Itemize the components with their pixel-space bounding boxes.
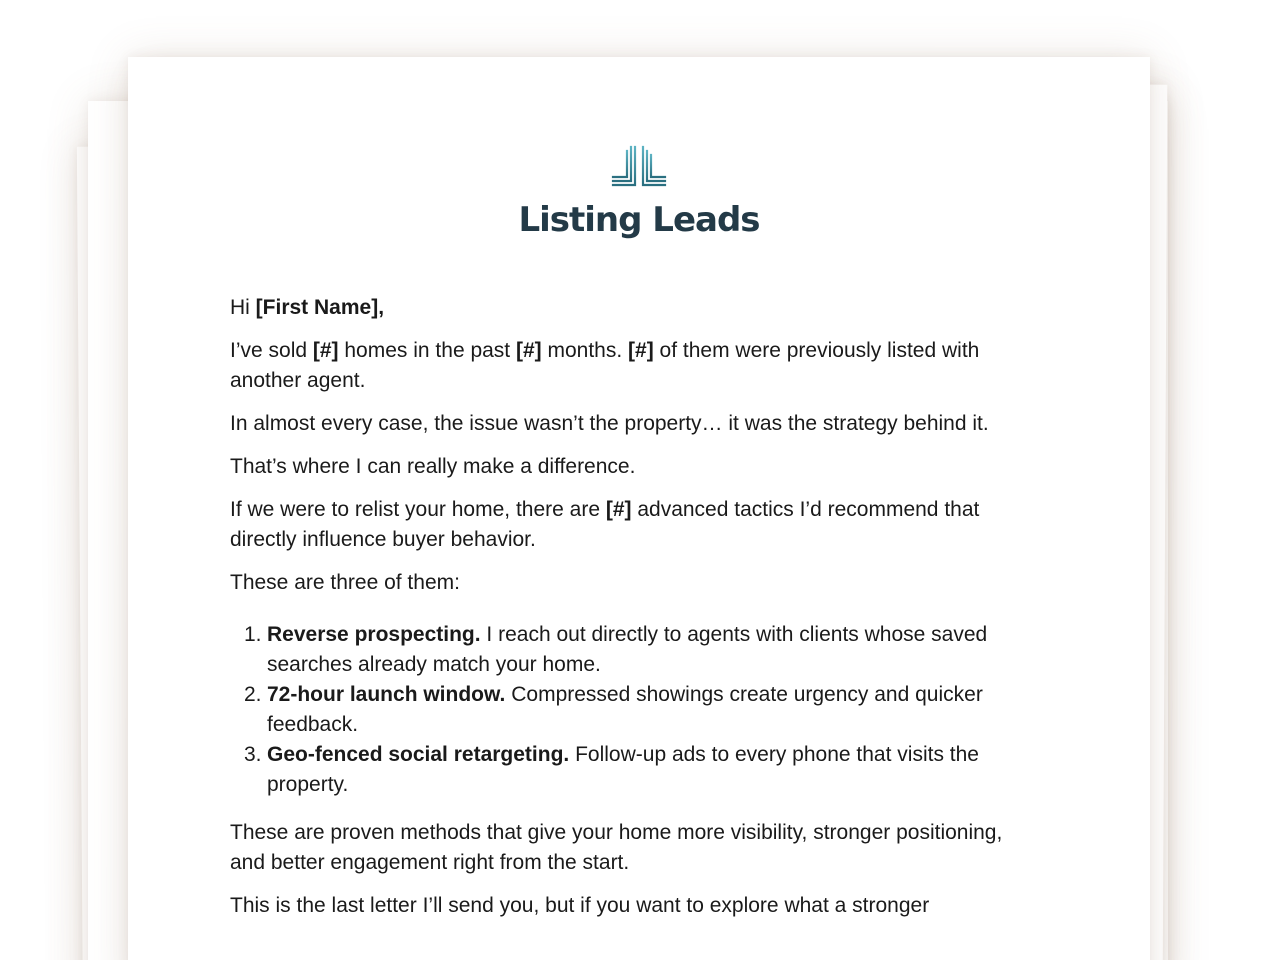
letter-body: [230, 293, 1030, 934]
paragraph-closing: This is the last letter I’ll send you, but if you want to explore what a stronger: [230, 894, 930, 917]
list-item: 3. Geo-fenced social retargeting. Follow-up ads to every phone that visits the property.: [244, 743, 979, 796]
paragraph-list-intro: These are three of them:: [230, 571, 460, 594]
paragraph-proven-methods: These are proven methods that give your home more visibility, stronger positioning, and better engagement right from the start.: [230, 821, 1003, 874]
placeholder-homes-sold: [#]: [312, 339, 339, 362]
tactic-text: Follow-up ads to every phone that visits the property.: [267, 743, 979, 796]
letter-page: [128, 57, 1150, 960]
tactic-title: Geo-fenced social retargeting.: [267, 743, 570, 766]
list-item: 2. 72-hour launch window. Compressed showings create urgency and quicker feedback.: [244, 683, 983, 736]
tactic-text: I reach out directly to agents with clients whose saved searches already match your home.: [267, 623, 988, 676]
paragraph-difference: That’s where I can really make a difference.: [230, 455, 636, 478]
placeholder-tactics-count: [#]: [605, 498, 632, 521]
tactic-text: Compressed showings create urgency and quicker feedback.: [267, 683, 983, 736]
list-item: 1. Reverse prospecting. I reach out directly to agents with clients whose saved searches already match your home.: [244, 623, 988, 676]
greeting: Hi [First Name],: [230, 296, 385, 319]
listing-leads-logo-icon: [611, 145, 667, 195]
paragraph-relist: If we were to relist your home, there are [#] advanced tactics I’d recommend that directly influence buyer behavior.: [230, 498, 980, 551]
placeholder-months: [#]: [515, 339, 542, 362]
tactic-title: Reverse prospecting.: [267, 623, 481, 646]
brand-name: Listing Leads: [518, 200, 760, 240]
brand-logo: [128, 145, 1150, 240]
tactics-list: [230, 620, 1030, 800]
tactic-title: 72-hour launch window.: [267, 683, 506, 706]
paragraph-strategy: In almost every case, the issue wasn’t the property… it was the strategy behind it.: [230, 412, 989, 435]
first-name-placeholder: [First Name],: [255, 296, 385, 319]
placeholder-relisted: [#]: [628, 339, 654, 362]
paragraph-sales-record: I’ve sold [#] homes in the past [#] months. [#] of them were previously listed with another agent.: [230, 339, 980, 392]
